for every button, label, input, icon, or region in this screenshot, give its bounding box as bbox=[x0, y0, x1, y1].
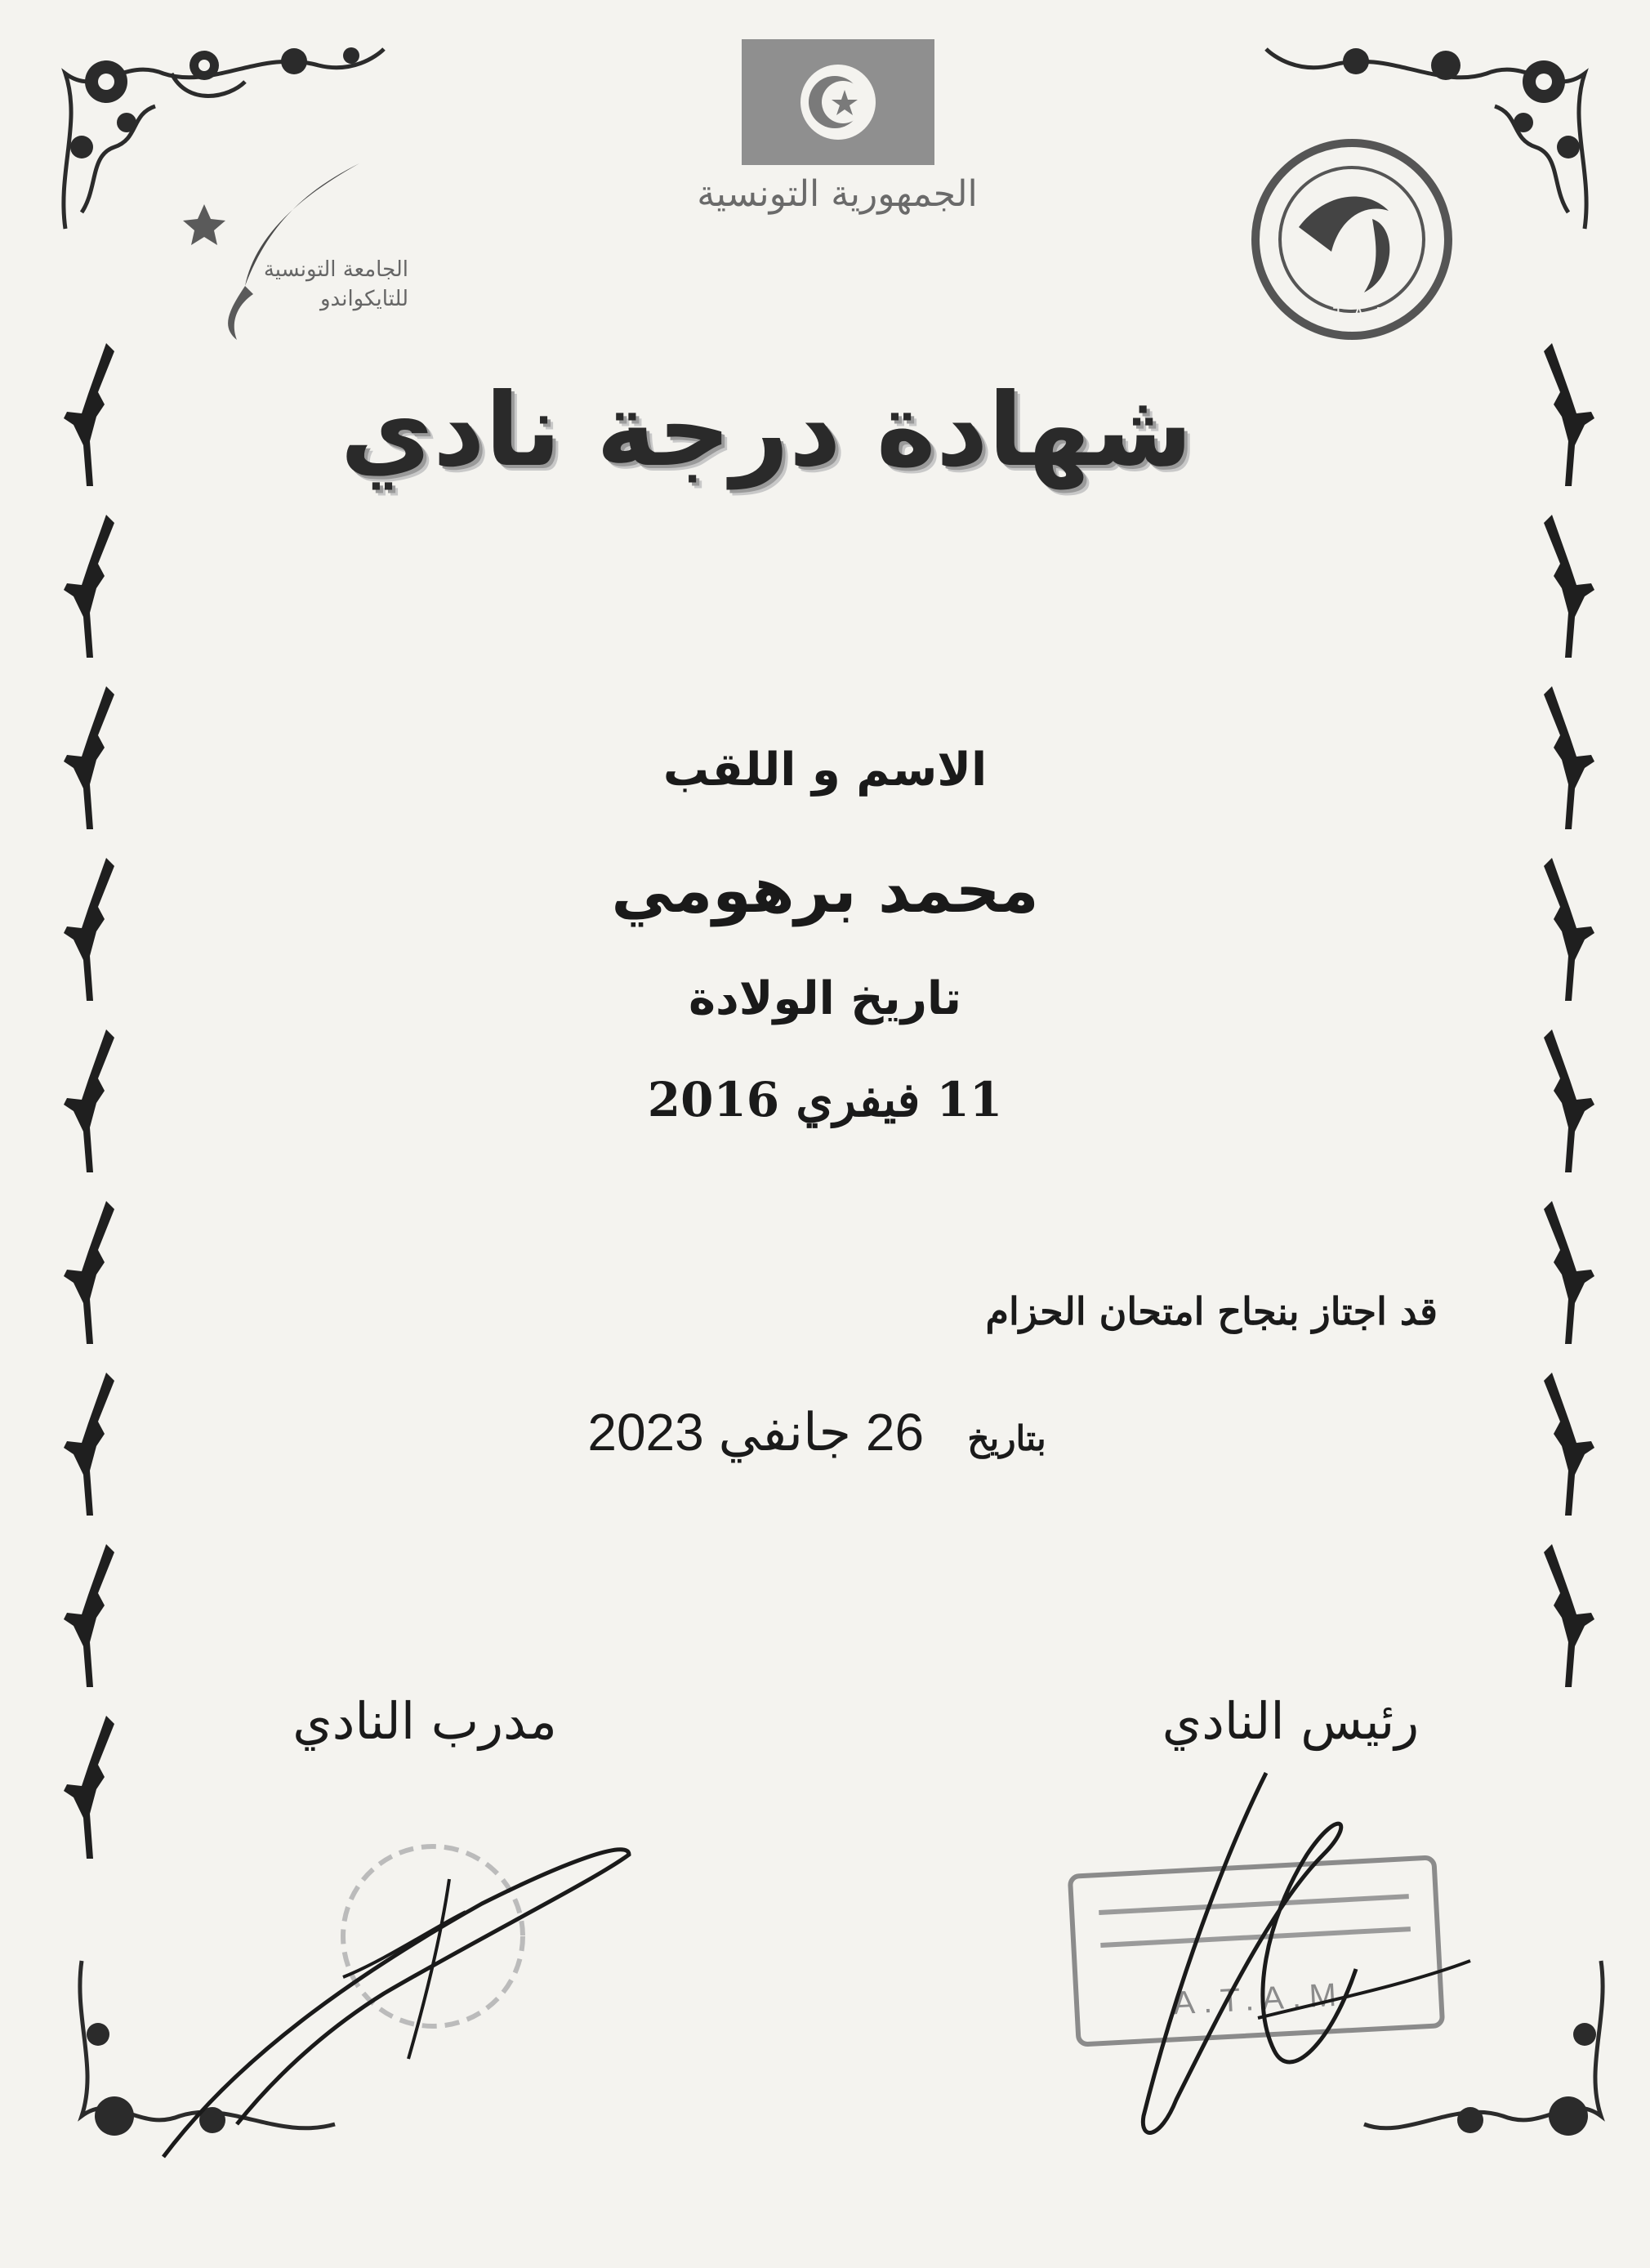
birth-date-label: تاريخ الولادة bbox=[688, 972, 961, 1025]
exam-date-line bbox=[572, 1402, 1062, 1463]
coach-signature bbox=[139, 1814, 662, 2173]
president-label: رئيس النادي bbox=[1162, 1691, 1420, 1751]
certificate-title: شهادة درجة نادي bbox=[340, 372, 1193, 489]
coach-label: مدرب النادي bbox=[292, 1691, 557, 1751]
exam-date-prefix: بتاريخ bbox=[967, 1419, 1046, 1458]
name-label: الاسم و اللقب bbox=[662, 743, 988, 797]
president-signature bbox=[1062, 1757, 1487, 2149]
name-value: محمد برهومي bbox=[611, 854, 1039, 926]
republic-title: الجمهورية التونسية bbox=[697, 173, 978, 215]
birth-date-value: 11 فيفري 2016 bbox=[647, 1072, 1003, 1127]
exam-date-value: 26 جانفي 2023 bbox=[587, 1403, 925, 1462]
tunisia-flag bbox=[742, 39, 934, 165]
stamp-code: A.T.A.M bbox=[1172, 1976, 1346, 2022]
federation-name: الجامعة التونسية للتايكواندو bbox=[263, 257, 408, 311]
atam-seal-code: A.T.A.M bbox=[1310, 304, 1394, 324]
federation-logo bbox=[172, 155, 408, 343]
exam-passed-text: قد اجتاز بنجاح امتحان الحزام bbox=[985, 1289, 1438, 1333]
kicker-border-left bbox=[57, 343, 131, 1895]
kicker-border-right bbox=[1527, 343, 1601, 1895]
